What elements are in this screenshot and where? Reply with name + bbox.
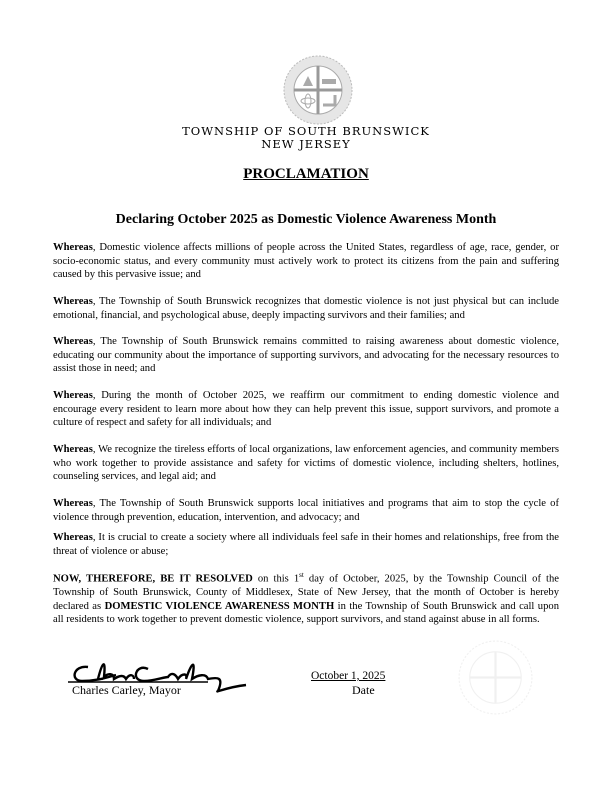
township-name: TOWNSHIP OF SOUTH BRUNSWICK <box>182 124 430 138</box>
whereas-lead: Whereas <box>53 296 93 307</box>
whereas-lead: Whereas <box>53 390 93 401</box>
whereas-lead: Whereas <box>53 242 93 253</box>
document-title: PROCLAMATION <box>243 166 369 182</box>
date-label: Date <box>352 683 375 697</box>
signature-date: October 1, 2025 <box>311 670 386 682</box>
paragraph-text: , During the month of October 2025, we reaffirm our commitment to ending domestic violence and encourage every resident to learn more about how they can help prevent this issue, support survivors, and promote a culture of respect and safety for all individuals; and <box>53 390 559 428</box>
mayor-name: Charles Carley, Mayor <box>72 683 181 697</box>
resolution-emphasis: DOMESTIC VIOLENCE AWARENESS MONTH <box>104 600 335 612</box>
resolution-text: in the Township of South Brunswick and call upon all residents to work together to prevent domestic violence, support survivors, and stand against abuse in all forms. <box>53 600 559 626</box>
whereas-paragraph <box>53 295 559 322</box>
whereas-paragraph <box>53 497 559 524</box>
resolution-paragraph <box>53 569 559 627</box>
whereas-paragraph <box>53 443 559 484</box>
ordinal-suffix: st <box>299 571 304 579</box>
whereas-lead: Whereas <box>53 498 93 509</box>
whereas-paragraph <box>53 389 559 430</box>
paragraph-text: , The Township of South Brunswick supports local initiatives and programs that aim to stop the cycle of violence through prevention, education, intervention, and advocacy; and <box>53 498 559 523</box>
whereas-paragraph <box>53 241 559 282</box>
seal-watermark <box>458 640 533 715</box>
state-name: NEW JERSEY <box>261 137 351 151</box>
resolution-text: on this 1 <box>252 573 300 585</box>
township-seal-logo <box>283 55 353 125</box>
whereas-paragraph <box>53 531 559 558</box>
paragraph-text: , The Township of South Brunswick remains committed to raising awareness about domestic violence, educating our community about the importance of supporting survivors, and advocating for the necessary resources to assist those in need; and <box>53 336 559 374</box>
resolution-lead: NOW, THEREFORE, BE IT RESOLVED <box>53 573 253 585</box>
whereas-lead: Whereas <box>53 336 93 347</box>
paragraph-text: , Domestic violence affects millions of people across the United States, regardless of age, race, gender, or socio-economic status, and every community must actively work to protect its citizens from the pain and suffering caused by this pervasive issue; and <box>53 242 559 280</box>
whereas-lead: Whereas <box>53 444 93 455</box>
paragraph-text: , The Township of South Brunswick recognizes that domestic violence is not just physical but can include emotional, financial, and psychological abuse, deeply impacting survivors and their families; and <box>53 296 559 321</box>
paragraph-text: , It is crucial to create a society where all individuals feel safe in their homes and relationships, free from the threat of violence or abuse; <box>53 532 559 557</box>
whereas-lead: Whereas <box>53 532 93 543</box>
whereas-paragraph <box>53 335 559 376</box>
document-subtitle: Declaring October 2025 as Domestic Violence Awareness Month <box>115 212 497 227</box>
paragraph-text: , We recognize the tireless efforts of local organizations, law enforcement agencies, and community members who work together to provide assistance and safety for victims of domestic violence, including shelters, hotlines, counseling services, and legal aid; and <box>53 444 559 482</box>
resolution-text: day of October, 2025, by the Township Council of the Township of South Brunswick, County of Middlesex, State of New Jersey, that the month of October is hereby declared as <box>53 573 559 612</box>
